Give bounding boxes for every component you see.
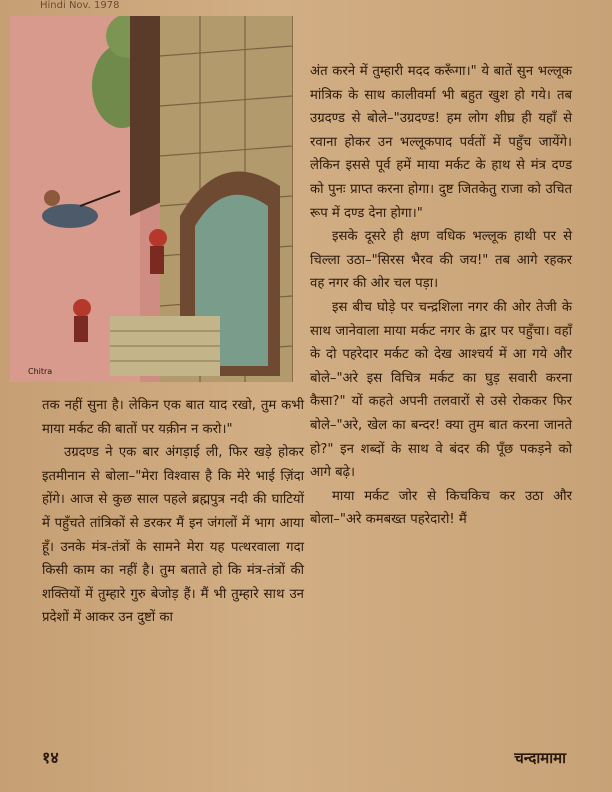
paragraph: अंत करने में तुम्हारी मदद करूँगा।" ये बातें सुन भल्लूक मांत्रिक के साथ कालीवर्मा भी बहुत खुश हो गये। तब उग्रदण्ड से बोले–"उग्रदण्ड! हम लोग शीघ्र ही यहाँ से रवाना होकर उन भल्लूकपाद पर्वतों में पहुँच जायेंगे। लेकिन इससे पूर्व हमें माया मर्कट के हाथ से मंत्र दण्ड को पुनः प्राप्त करना होगा। दुष्ट जितकेतु राजा को उचित रूप में दण्ड देना होगा।" (310, 64, 572, 221)
page-number: १४ (42, 748, 59, 767)
artist-signature: Chitra (28, 367, 53, 376)
illustration-art (10, 16, 292, 382)
paragraph: उग्रदण्ड ने एक बार अंगड़ाई ली, फिर खड़े होकर इतमीनान से बोला–"मेरा विश्वास है कि मेरे भाई ज़िंदा होंगे। आज से कुछ साल पहले ब्रह्मपुत्र नदी की घाटियों में पहुँचते तांत्रिकों से डरकर मैं इन जंगलों में भाग आया हूँ। उनके मंत्र-तंत्रों के सामने मेरा यह पत्थरवाला गदा किसी काम का नहीं है। तुम बताते हो कि मंत्र-तंत्रों की शक्तियों में तुम्हारे गुरु बेजोड़ हैं। मैं भी तुम्हारे साथ उन प्रदेशों में आकर उन दुष्टों का (42, 445, 304, 626)
left-column (42, 394, 304, 630)
magazine-name: चन्दामामा (514, 749, 566, 767)
right-column (310, 60, 572, 532)
running-head: Hindi Nov. 1978 (40, 0, 120, 11)
paragraph: माया मर्कट जोर से किचकिच कर उठा और बोला–"अरे कमबख्त पहरेदारो! मैं (310, 488, 572, 528)
paragraph: तक नहीं सुना है। लेकिन एक बात याद रखो, तुम कभी माया मर्कट की बातों पर यक़ीन न करो।" (42, 398, 304, 437)
paragraph: इसके दूसरे ही क्षण वधिक भल्लूक हाथी पर से चिल्ला उठा–"सिरस भैरव की जय!" तब आगे रहकर वह नगर की ओर चल पड़ा। (310, 229, 572, 292)
story-illustration (10, 16, 293, 382)
paragraph: इस बीच घोड़े पर चन्द्रशिला नगर की ओर तेजी के साथ जानेवाला माया मर्कट नगर के द्वार पर पहुँचा। वहाँ के दो पहरेदार मर्कट को देख आश्चर्य में आ गये और बोले–"अरे इस विचित्र मर्कट का घुड़ सवारी करना कैसा?" यों कहते अपनी तलवारों से उसे रोककर फिर बोले–"अरे, खेल का बन्दर! क्या तुम बात करना जानते हो?" इन शब्दों के साथ वे बंदर की पूँछ पकड़ने को आगे बढ़े। (310, 299, 572, 481)
